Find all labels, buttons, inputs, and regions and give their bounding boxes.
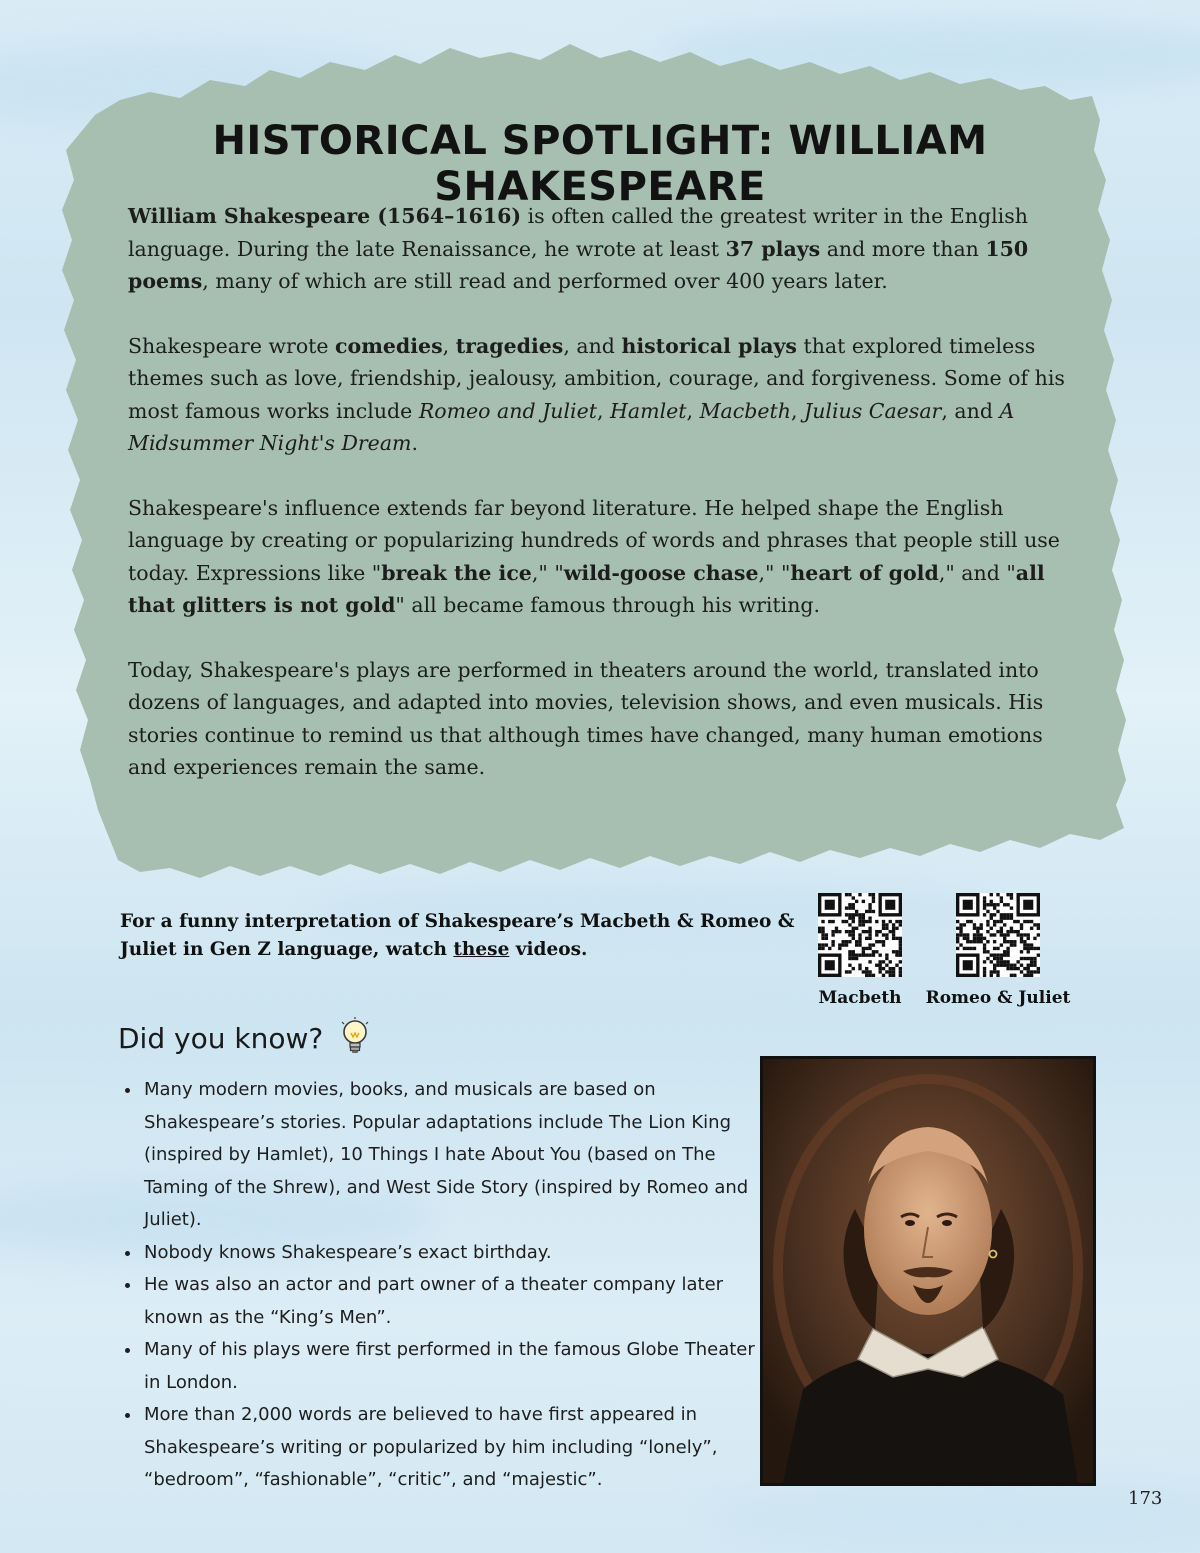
text-span: , many of which are still read and performed over 400 years later. — [202, 269, 888, 293]
did-you-know-heading: Did you know? — [118, 1022, 324, 1055]
italic-span: Macbeth — [699, 398, 791, 423]
paragraph-4: Today, Shakespeare's plays are performed in theaters around the world, translated into dozens of languages, and adapted into movies, television shows, and even musicals. His stories continue to remind us that although times have changed, many human emotions and experiences remain the same. — [128, 657, 1044, 779]
page-title: HISTORICAL SPOTLIGHT: WILLIAM SHAKESPEARE — [212, 118, 988, 210]
bold-span: break the ice — [381, 560, 532, 585]
text-span: . — [411, 431, 419, 455]
bold-span: wild-goose chase — [563, 560, 759, 585]
text-span: Shakespeare wrote — [128, 333, 336, 358]
italic-span: A Midsummer Night's Dream — [128, 398, 1015, 455]
qr-code-romeo-juliet[interactable] — [956, 893, 1040, 977]
italic-span: Hamlet — [610, 398, 687, 423]
text-span: , and — [563, 333, 622, 358]
paragraph-3 — [128, 492, 1078, 622]
italic-span: Julius Caesar — [804, 398, 942, 423]
bold-span: tragedies — [455, 333, 564, 358]
text-span: , — [597, 398, 611, 423]
text-span: is often called the greatest writer in the English language. During the late Renaissance, he wrote at least — [128, 204, 1028, 261]
shakespeare-portrait — [760, 1056, 1096, 1486]
video-promo-text — [120, 908, 800, 964]
article-body — [128, 200, 1078, 816]
text-span: , — [790, 398, 804, 423]
did-you-know-list — [112, 1074, 762, 1497]
bold-span: 37 plays — [725, 236, 821, 261]
bold-span: all that glitters is not gold — [128, 560, 1045, 617]
lightbulb-icon — [338, 1016, 372, 1058]
bold-span: historical plays — [621, 333, 797, 358]
text-span: ," " — [758, 560, 791, 585]
italic-span: Romeo and Juliet — [418, 398, 597, 423]
list-item: • Many of his plays were first performed in the famous Globe Theater in London. — [142, 1334, 762, 1399]
bold-span: William Shakespeare (1564–1616) — [128, 204, 522, 228]
text-span: that explored timeless themes such as love, friendship, jealousy, ambition, courage, and forgiveness. Some of his most famous works include — [128, 333, 1065, 423]
list-item: • Nobody knows Shakespeare’s exact birthday. — [142, 1237, 762, 1270]
bold-span: heart of gold — [790, 560, 939, 585]
videos-link[interactable]: these — [453, 939, 510, 960]
text-span: " all became famous through his writing. — [395, 593, 821, 617]
text-span: , — [686, 398, 700, 423]
text-span: , — [442, 333, 456, 358]
list-item: • More than 2,000 words are believed to have first appeared in Shakespeare’s writing or popularized by him including “lonely”, “bedroom”, “fashionable”, “critic”, and “majestic”. — [142, 1399, 762, 1497]
text-span: and more than — [820, 236, 986, 261]
qr-label-macbeth: Macbeth — [818, 988, 902, 1008]
paragraph-1 — [128, 200, 1078, 298]
qr-label-romeo-juliet: Romeo & Juliet — [925, 988, 1071, 1008]
qr-code-macbeth[interactable] — [818, 893, 902, 977]
bold-span: 150 poems — [128, 236, 1029, 293]
text-span: ," and " — [938, 560, 1016, 585]
list-item: • Many modern movies, books, and musicals are based on Shakespeare’s stories. Popular adaptations include The Lion King (inspired by Hamlet), 10 Things I hate About You (based on The Taming of the Shrew), and West Side Story (inspired by Romeo and Juliet). — [142, 1074, 762, 1237]
list-item: • He was also an actor and part owner of a theater company later known as the “King’s Men”. — [142, 1269, 762, 1334]
text-span: videos. — [509, 939, 588, 960]
paragraph-2 — [128, 330, 1078, 460]
bold-span: comedies — [335, 333, 443, 358]
text-span: Shakespeare's influence extends far beyond literature. He helped shape the English language by creating or popularizing hundreds of words and phrases that people still use today. Expressions like " — [128, 495, 1060, 585]
text-span: , and — [941, 398, 1000, 423]
page-number: 173 — [1128, 1488, 1163, 1509]
text-span: ," " — [531, 560, 564, 585]
text-span: For a funny interpretation of Shakespeare’s Macbeth & Romeo & Juliet in Gen Z language, watch — [120, 911, 795, 960]
